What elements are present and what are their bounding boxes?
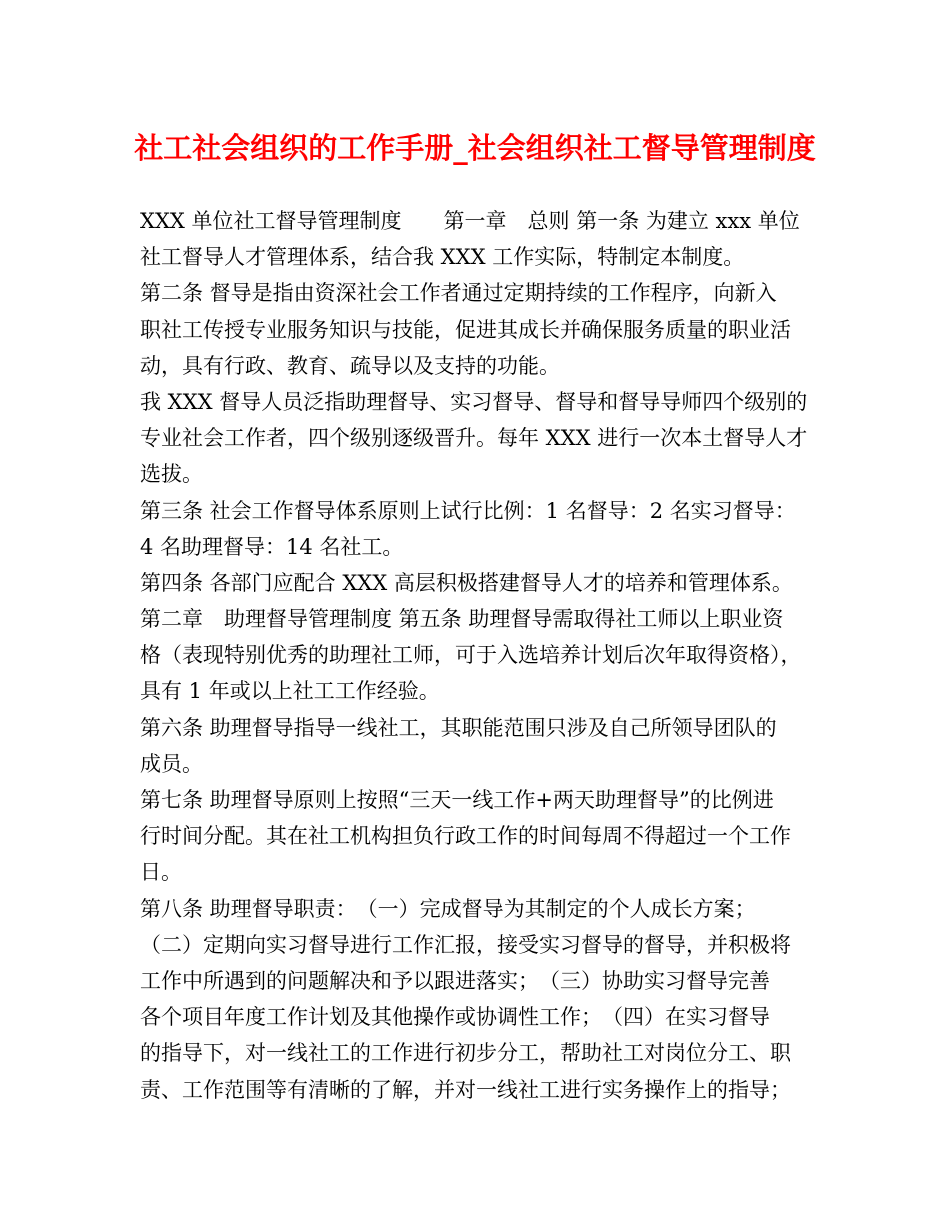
body-line: 选拔。 [140,462,203,487]
body-line: 我 XXX 督导人员泛指助理督导、实习督导、督导和督导导师四个级别的 [140,389,808,414]
document-body [140,203,820,1108]
body-line: 第二章 助理督导管理制度 第五条 助理督导需取得社工师以上职业资 [140,607,784,632]
document-title: 社工社会组织的工作手册_社会组织社工督导管理制度 [134,131,816,165]
body-line: 工作中所遇到的问题解决和予以跟进落实； （三）协助实习督导完善 [140,968,770,993]
body-line: 具有 1 年或以上社工工作经验。 [140,679,440,704]
body-line: 格（表现特别优秀的助理社工师，可于入选培养计划后次年取得资格）， [140,643,802,668]
body-line: XXX 单位社工督导管理制度 第一章 总则 第一条 为建立 xxx 单位 [140,209,800,233]
body-line: 动，具有行政、教育、疏导以及支持的功能。 [140,353,560,378]
body-line: 第三条 社会工作督导体系原则上试行比例：1 名督导：2 名实习督导： [140,498,796,523]
body-line: 4 名助理督导：14 名社工。 [140,534,404,559]
body-line: 各个项目年度工作计划及其他操作或协调性工作； （四）在实习督导 [140,1005,770,1030]
body-line: 第六条 助理督导指导一线社工，其职能范围只涉及自己所领导团队的 [140,715,777,740]
body-line: 的指导下，对一线社工的工作进行初步分工，帮助社工对岗位分工、职 [140,1041,791,1066]
body-line: 日。 [140,860,182,885]
body-line: 成员。 [140,751,203,776]
body-line: 第八条 助理督导职责： （一）完成督导为其制定的个人成长方案； [140,896,756,921]
body-line: 第二条 督导是指由资深社会工作者通过定期持续的工作程序，向新入 [140,281,777,306]
body-line: 责、工作范围等有清晰的了解，并对一线社工进行实务操作上的指导； [140,1077,791,1102]
body-line: 第七条 助理督导原则上按照“三天一线工作+两天助理督导”的比例进 [140,788,774,812]
body-line: 行时间分配。其在社工机构担负行政工作的时间每周不得超过一个工作 [140,824,791,849]
body-line: （二）定期向实习督导进行工作汇报，接受实习督导的督导，并积极将 [140,932,791,957]
body-line: 职社工传授专业服务知识与技能，促进其成长并确保服务质量的职业活 [140,317,791,342]
body-line: 专业社会工作者，四个级别逐级晋升。每年 XXX 进行一次本土督导人才 [140,426,808,451]
body-line: 第四条 各部门应配合 XXX 高层积极搭建督导人才的培养和管理体系。 [140,570,793,595]
body-line: 社工督导人才管理体系，结合我 XXX 工作实际，特制定本制度。 [140,245,745,270]
